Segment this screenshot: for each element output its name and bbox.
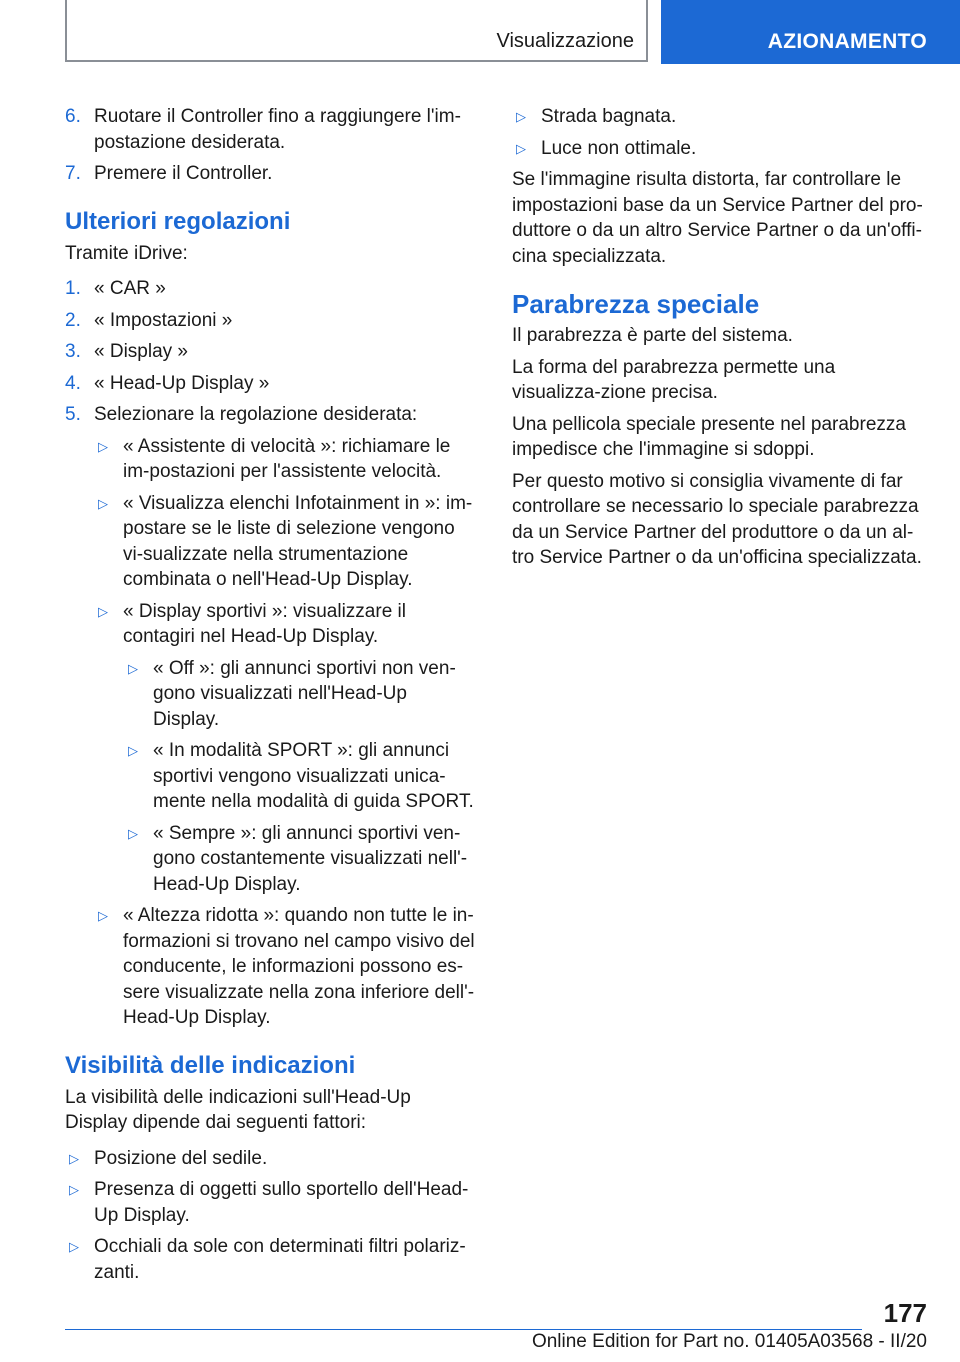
factor-item [65,1146,477,1172]
factor-item [512,136,926,162]
intro-text: La visibilità delle indicazioni sull'Head-Up Display dipende dai seguenti fattori: [65,1086,411,1133]
step-item [65,104,477,155]
factor-text: Occhiali da sole con determinati filtri polariz-zanti. [94,1236,466,1283]
heading-parabrezza-speciale: Parabrezza speciale [512,289,760,319]
factor-text: Presenza di oggetti sullo sportello dell'Head-Up Display. [94,1179,469,1226]
sub-option-item [65,738,477,815]
step-item [65,371,477,397]
option-item [65,599,477,650]
triangle-bullet-icon: ▷ [516,140,526,156]
sub-option-text: « In modalità SPORT »: gli annunci sportivi vengono visualizzati unica-mente nella modalità di guida SPORT. [153,740,474,812]
step-item [65,402,477,428]
paragraph: Per questo motivo si consiglia vivamente di far controllare se necessario lo speciale parabrezza da un Service Partner del produttore o da un al-tro Service Partner o da un'officina specializzata. [512,470,922,568]
step-number: 2. [65,309,81,331]
step-item [65,339,477,365]
sub-option-text: « Off »: gli annunci sportivi non ven-gono visualizzati nell'Head-Up Display. [153,657,456,730]
triangle-bullet-icon: ▷ [98,603,108,619]
step-text: Ruotare il Controller fino a raggiungere l'im-postazione desiderata. [94,106,461,153]
triangle-bullet-icon: ▷ [98,495,108,511]
triangle-bullet-icon: ▷ [128,660,138,676]
factor-text: Strada bagnata. [541,106,677,127]
chapter-title: AZIONAMENTO [767,30,927,53]
step-number: 1. [65,278,81,299]
step-item [65,276,477,302]
heading-visibilita-indicazioni: Visibilità delle indicazioni [65,1051,356,1079]
factor-item [65,1177,477,1228]
paragraph: Una pellicola speciale presente nel parabrezza impedisce che l'immagine si sdoppi. [512,413,906,460]
step-number: 5. [65,404,81,425]
intro-text: Tramite iDrive: [65,242,188,264]
section-title: Visualizzazione [496,30,634,52]
triangle-bullet-icon: ▷ [516,109,526,124]
edition-text: Online Edition for Part no. 01405A03568 - II/20 [531,1331,927,1352]
heading-ulteriori-regolazioni: Ulteriori regolazioni [65,207,291,235]
paragraph: Il parabrezza è parte del sistema. [512,325,793,346]
step-number: 3. [65,341,81,362]
step-item [65,161,477,187]
option-text: « Visualizza elenchi Infotainment in »: im-postare se le liste di selezione vengono vi-sualizzate nella strumentazione combinata o nell'Head-Up Display. [123,492,473,590]
option-item [65,903,477,1031]
sub-option-item [65,821,477,898]
step-text: « Impostazioni » [94,309,233,331]
triangle-bullet-icon: ▷ [69,1182,79,1197]
step-text: « Display » [94,341,188,362]
option-text: « Display sportivi »: visualizzare il contagiri nel Head-Up Display. [123,600,406,647]
step-item [65,308,477,334]
step-number: 6. [65,106,81,127]
step-number: 4. [65,372,81,394]
triangle-bullet-icon: ▷ [98,908,108,923]
factor-item [65,1234,477,1285]
left-column [65,104,477,1291]
step-text: Selezionare la regolazione desiderata: [94,404,418,425]
page-number: 177 [883,1298,927,1328]
option-text: « Assistente di velocità »: richiamare le im-postazioni per l'assistente velocità. [123,435,451,482]
right-column [512,104,926,577]
triangle-bullet-icon: ▷ [128,825,138,841]
paragraph: La forma del parabrezza permette una visualizza-zione precisa. [512,356,836,403]
triangle-bullet-icon: ▷ [128,743,138,758]
factor-item [512,104,926,130]
page-header [0,0,960,66]
option-text: « Altezza ridotta »: quando non tutte le in-formazioni si trovano nel campo visivo del conducente, le informazioni possono es-sere visualizzate nella zona inferiore dell'-Head-Up Display. [123,905,475,1028]
sub-option-item [65,656,477,733]
paragraph: Se l'immagine risulta distorta, far controllare le impostazioni base da un Service Partner del pro-duttore o da un altro Service Partner o da un'offi-cina specializzata. [512,169,923,267]
triangle-bullet-icon: ▷ [69,1150,79,1166]
sub-option-text: « Sempre »: gli annunci sportivi ven-gono costantemente visualizzati nell'-Head-Up Display. [153,822,468,895]
step-text: « Head-Up Display » [94,372,270,394]
step-text: « CAR » [94,278,166,299]
triangle-bullet-icon: ▷ [98,438,108,454]
option-item [65,434,477,485]
section-tab [65,0,648,62]
step-number: 7. [65,163,81,184]
footer-divider [65,1329,862,1330]
step-text: Premere il Controller. [94,163,273,184]
factor-text: Posizione del sedile. [94,1147,268,1169]
triangle-bullet-icon: ▷ [69,1239,79,1254]
option-item [65,491,477,593]
factor-text: Luce non ottimale. [541,137,697,159]
chapter-tab [661,0,960,64]
